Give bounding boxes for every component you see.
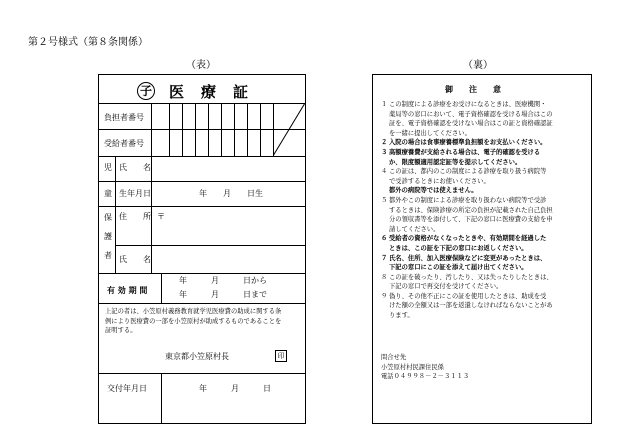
notice-item-6-line	[381, 244, 587, 254]
notice-text: この制度による診療をお受けになるときは、医療機関・	[389, 101, 547, 108]
notice-text: か、限度額適用認定証等を提示してください。	[389, 158, 522, 166]
notice-item-8-line	[381, 273, 587, 283]
notice-item-4-line	[381, 167, 587, 177]
child-char-1: 児	[104, 163, 112, 172]
validity-to: 年 月 日まで	[179, 290, 267, 299]
notice-text: 薬局等の窓口において、電子資格確認を受ける場合はこの	[389, 110, 553, 118]
issuer-name: 東京都小笠原村長	[165, 352, 229, 361]
birth-date-value: 年 月 日生	[199, 189, 263, 198]
notice-item-5-line	[381, 215, 587, 225]
back-card	[372, 74, 592, 424]
notice-item-1-line	[381, 100, 587, 110]
front-card	[98, 74, 306, 424]
notice-item-5-line	[381, 225, 587, 235]
notice-text: ときは、この証を下記の窓口にお返しください。	[389, 244, 528, 252]
notice-text: 氏名、住所、加入医療保険などに変更があったときは、	[389, 254, 547, 262]
protector-char-1: 保	[104, 213, 112, 222]
notice-text: するときは、保険診療の所定の負担が記載された自己負担	[389, 206, 553, 214]
certification-line-1: 上記の者は、小笠原村義務教育就学児医療費の助成に関する条	[105, 308, 282, 315]
notice-item-2-line	[381, 138, 587, 148]
notice-item-3-line	[381, 148, 587, 158]
notice-text: 高額療養費が支給される場合は、電子的確認を受ける	[389, 148, 541, 156]
contact-office: 小笠原村村民課住民係	[381, 363, 444, 371]
birth-date-label: 生年月日	[119, 189, 151, 198]
notice-item-7-line	[381, 254, 587, 264]
notice-text: ります。	[389, 312, 414, 320]
contact-phone: 電話０４９９８－２－３１１３	[381, 373, 470, 381]
payer-number-label: 負担者番号	[104, 113, 144, 122]
notice-text: 受給者の資格がなくなったときや、有効期間を経過した	[389, 235, 547, 243]
notice-item-1-line	[381, 129, 587, 139]
address-label: 住 所	[119, 212, 151, 221]
notice-item-1-line	[381, 110, 587, 120]
notice-item-7-line	[381, 263, 587, 273]
certification-line-2: 例により医療費の一部を小笠原村が助成するものであることを	[105, 317, 282, 325]
notice-list	[381, 100, 587, 321]
protector-name-label: 氏 名	[119, 255, 151, 264]
notice-number: ８	[381, 273, 388, 281]
notice-text: 請してください。	[389, 225, 440, 233]
notice-item-5-line	[381, 206, 587, 216]
validity-from: 年 月 日から	[179, 276, 267, 285]
notice-number: ２	[381, 139, 388, 147]
notice-item-9-line	[381, 301, 587, 311]
contact-title: 問合せ先	[381, 354, 407, 361]
notice-text: 都外やこの制度による診療を取り扱わない病院等で受診	[389, 196, 547, 204]
notice-item-4-bold-tail: 都外の病院等では使えません。	[389, 187, 478, 195]
form-title: 第２号様式（第８条関係）	[28, 37, 148, 48]
notice-text: を一緒に提出してください。	[389, 129, 471, 137]
notice-number: ９	[381, 292, 388, 300]
seal-icon: 印	[275, 350, 287, 362]
notice-number: ５	[381, 196, 388, 204]
notice-text: この証を破ったり、汚したり、又は失ったりしたときは、	[389, 273, 553, 281]
issue-date-value: 年 月 日	[199, 384, 271, 393]
back-label: （裏）	[463, 60, 493, 71]
notice-text: 偽り、その他不正にこの証を使用したときは、助成を受	[389, 292, 547, 300]
notice-number: ４	[381, 168, 388, 176]
postal-mark: 〒	[157, 212, 165, 221]
notice-number: １	[381, 101, 388, 108]
notice-text: 分の領収書等を添付して、下記の窓口に医療費の支給を申	[389, 216, 553, 224]
child-name-label: 氏 名	[119, 163, 151, 172]
notice-item-5-line	[381, 196, 587, 206]
notice-heading: 御 注 意	[445, 84, 501, 94]
issue-date-label: 交付年月日	[107, 384, 147, 393]
notice-text: 証を、電子資格確認を受けない場合はこの証と資格確認証	[389, 120, 553, 128]
child-char-2: 童	[104, 189, 112, 198]
notice-text: 下記の窓口で再交付を受けてください。	[389, 283, 503, 291]
notice-item-8-line	[381, 282, 587, 292]
notice-item-3-line	[381, 158, 587, 168]
notice-number: ６	[381, 235, 388, 243]
notice-item-6-line	[381, 234, 587, 244]
notice-text: 下記の窓口にこの証を添えて届け出てください。	[389, 264, 528, 272]
validity-label: 有 効 期 間	[107, 285, 148, 295]
recipient-number-label: 受給者番号	[104, 139, 144, 148]
protector-char-3: 者	[104, 251, 112, 260]
notice-number: ３	[381, 148, 388, 156]
notice-text: で受診するときにお使いください。	[389, 177, 490, 185]
notice-text: けた額の全額又は一部を返還しなければならないことがあ	[389, 302, 553, 310]
notice-item-4-line	[381, 177, 587, 187]
card-title: 医 療 証	[169, 83, 250, 101]
notice-text: 入院の場合は食事療養標準負担額をお支払いください。	[389, 139, 547, 147]
notice-number: ７	[381, 254, 388, 262]
notice-item-9-line	[381, 292, 587, 302]
protector-char-2: 護	[104, 232, 112, 241]
certification-line-3: 証明する。	[105, 327, 137, 334]
notice-item-1-line	[381, 119, 587, 129]
void-diagonal	[273, 103, 305, 156]
child-emblem-icon: 子	[137, 82, 155, 100]
front-label: （表）	[186, 60, 216, 71]
notice-item-9-line	[381, 311, 587, 321]
notice-text: この証は、都内のこの制度による診療を取り扱う病院等	[389, 168, 547, 176]
